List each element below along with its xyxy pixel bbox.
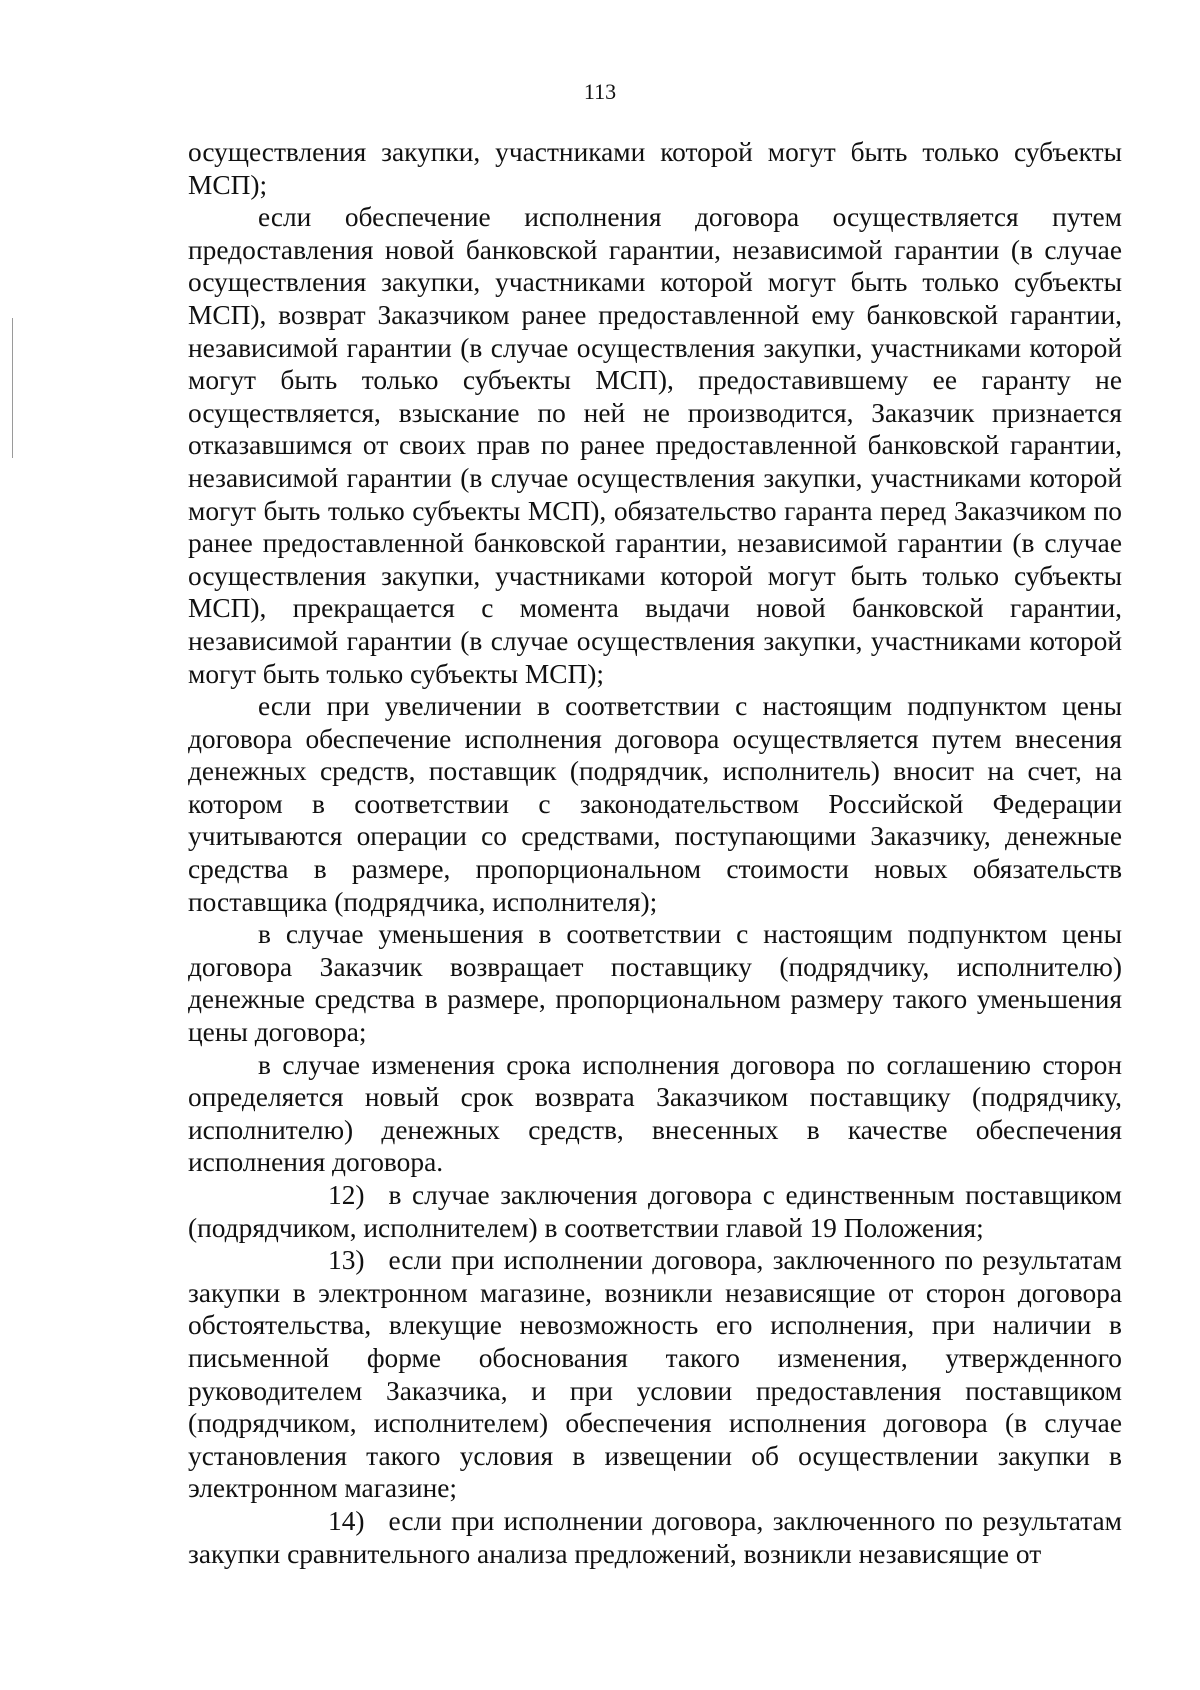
list-item-number: 14) <box>328 1505 365 1536</box>
paragraph-price-increase <box>188 690 1122 918</box>
list-item-text: если при исполнении договора, заключенного по результатам закупки в электронном магазине, возникли независящие от сторон договора обстоятельства, влекущие невозможность его исполнения, при наличии в письменной форме обоснования такого изменения, утвержденного руководителем Заказчика, и при условии предоставления поставщиком (подрядчиком, исполнителем) обеспечения исполнения договора (в случае установления такого условия в извещении об осуществлении закупки в электронном магазине; <box>188 1245 1122 1504</box>
page-number: 113 <box>583 79 617 104</box>
list-item-14 <box>188 1505 1122 1570</box>
paragraph-continuation <box>188 136 1122 201</box>
list-item-12 <box>188 1179 1122 1244</box>
paragraph-text: если обеспечение исполнения договора осуществляется путем предоставления новой банковской гарантии, независимой гарантии (в случае осуществления закупки, участниками которой могут быть только субъекты МСП), возврат Заказчиком ранее предоставленной ему банковской гарантии, независимой гарантии (в случае осуществления закупки, участниками которой могут быть только субъекты МСП), предоставившему ее гаранту не осуществляется, взыскание по ней не производится, Заказчик признается отказавшимся от своих прав по ранее предоставленной банковской гарантии, независимой гарантии (в случае осуществления закупки, участниками которой могут быть только субъекты МСП), обязательство гаранта перед Заказчиком по ранее предоставленной банковской гарантии, независимой гарантии (в случае осуществления закупки, участниками которой могут быть только субъекты МСП), прекращается с момента выдачи новой банковской гарантии, независимой гарантии (в случае осуществления закупки, участниками которой могут быть только субъекты МСП); <box>188 202 1122 689</box>
list-item-13 <box>188 1244 1122 1505</box>
document-body <box>188 136 1122 1570</box>
list-item-text: в случае заключения договора с единственным поставщиком (подрядчиком, исполнителем) в соответствии главой 19 Положения; <box>188 1180 1122 1243</box>
paragraph-text: в случае уменьшения в соответствии с настоящим подпунктом цены договора Заказчик возвращает поставщику (подрядчику, исполнителю) денежные средства в размере, пропорциональном размеру такого уменьшения цены договора; <box>188 919 1122 1048</box>
list-item-number: 12) <box>328 1180 365 1210</box>
paragraph-text: осуществления закупки, участниками которой могут быть только субъекты МСП); <box>188 137 1122 200</box>
paragraph-term-change <box>188 1049 1122 1179</box>
paragraph-price-decrease <box>188 918 1122 1048</box>
list-item-number: 13) <box>328 1245 365 1276</box>
scan-margin-line <box>12 318 13 458</box>
paragraph-bank-guarantee <box>188 201 1122 690</box>
paragraph-text: если при увеличении в соответствии с настоящим подпунктом цены договора обеспечение исполнения договора осуществляется путем внесения денежных средств, поставщик (подрядчик, исполнитель) вносит на счет, на котором в соответствии с законодательством Российской Федерации учитываются операции со средствами, поступающими Заказчику, денежные средства в размере, пропорциональном стоимости новых обязательств поставщика (подрядчика, исполнителя); <box>188 691 1122 917</box>
paragraph-text: в случае изменения срока исполнения договора по соглашению сторон определяется новый срок возврата Заказчиком поставщику (подрядчику, исполнителю) денежных средств, внесенных в качестве обеспечения исполнения договора. <box>188 1049 1122 1178</box>
list-item-text: если при исполнении договора, заключенного по результатам закупки сравнительного анализа предложений, возникли независящие от <box>188 1505 1122 1569</box>
